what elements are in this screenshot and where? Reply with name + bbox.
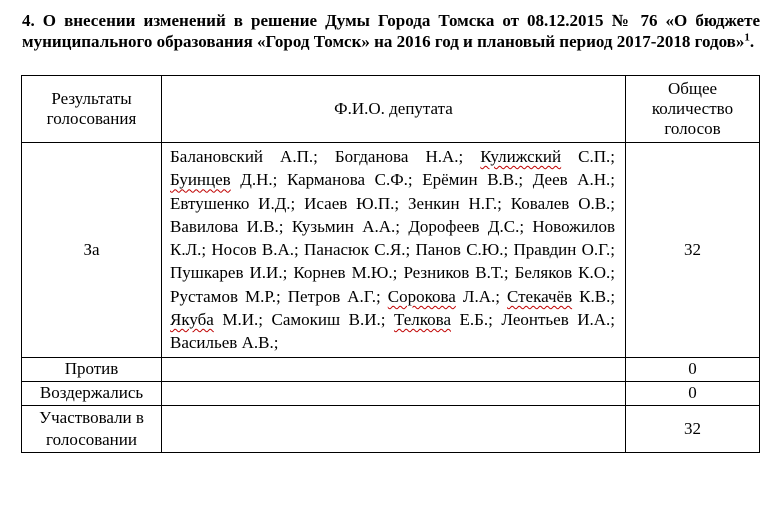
row-abstained-label: Воздержались bbox=[22, 381, 162, 405]
row-for-count: 32 bbox=[626, 143, 760, 358]
deputy-name: Деев А.Н.; bbox=[532, 170, 616, 190]
deputy-name: Самокиш В.И.; bbox=[271, 310, 386, 330]
header-total: Общее количество голосов bbox=[626, 76, 760, 143]
header-results: Результаты голосования bbox=[22, 76, 162, 143]
deputy-name: Дорофеев Д.С.; bbox=[408, 216, 525, 236]
deputy-name: Панасюк С.Я.; bbox=[304, 240, 411, 260]
deputy-name: Евтушенко И.Д.; bbox=[170, 193, 296, 213]
deputy-name: Резников В.Т.; bbox=[403, 263, 509, 283]
decision-heading bbox=[22, 10, 760, 52]
deputy-name: Леонтьев И.А.; bbox=[501, 310, 616, 330]
deputy-name: Петров А.Г.; bbox=[287, 286, 381, 306]
row-abstained bbox=[22, 381, 760, 405]
deputy-name: Балановский А.П.; bbox=[170, 147, 318, 166]
deputy-name: Кузьмин А.А.; bbox=[291, 216, 400, 236]
deputy-name: Носов В.А.; bbox=[211, 240, 299, 260]
deputy-name: Телкова Е.Б.; bbox=[393, 310, 493, 330]
heading-text: 4. О внесении изменений в решение Думы Города Томска от 08.12.2015 № 76 «О бюджете муниципального образования «Город Томск» на 2016 год и плановый период 2017-2018 годов» bbox=[22, 11, 760, 51]
deputy-name: Ковалев О.В.; bbox=[510, 193, 616, 213]
row-participated-deputies bbox=[162, 405, 626, 452]
deputy-list bbox=[170, 143, 615, 357]
row-for-deputies bbox=[162, 143, 626, 358]
deputy-name: Ерёмин В.В.; bbox=[422, 170, 524, 190]
table-header-row bbox=[22, 76, 760, 143]
deputy-name: Вавилова И.В.; bbox=[170, 216, 284, 236]
deputy-name: Новожилов К.Л.; bbox=[170, 216, 616, 260]
deputy-name: Исаев Ю.П.; bbox=[304, 193, 400, 213]
row-abstained-count: 0 bbox=[626, 381, 760, 405]
deputy-name: Буинцев Д.Н.; bbox=[170, 170, 278, 190]
row-for-label: За bbox=[22, 143, 162, 358]
deputy-name: Якуба М.И.; bbox=[170, 310, 263, 330]
row-participated bbox=[22, 405, 760, 452]
row-against-label: Против bbox=[22, 357, 162, 381]
row-abstained-deputies bbox=[162, 381, 626, 405]
deputy-name: Зенкин Н.Г.; bbox=[408, 193, 502, 213]
row-against-deputies bbox=[162, 357, 626, 381]
deputy-name: Васильев А.В.; bbox=[170, 333, 279, 353]
deputy-name: Кулижский С.П.; bbox=[480, 147, 616, 166]
footnote-mark: 1 bbox=[744, 31, 750, 44]
heading-end-punct: . bbox=[749, 32, 755, 51]
deputy-name: Карманова С.Ф.; bbox=[287, 170, 413, 190]
deputy-name: Богданова Н.А.; bbox=[334, 147, 464, 166]
deputy-name: Рустамов М.Р.; bbox=[170, 286, 281, 306]
row-against bbox=[22, 357, 760, 381]
row-participated-count: 32 bbox=[626, 405, 760, 452]
voting-results-table bbox=[21, 75, 760, 453]
row-for bbox=[22, 143, 760, 358]
deputy-name: Беляков К.О.; bbox=[514, 263, 616, 283]
deputy-name: Пушкарев И.И.; bbox=[170, 263, 288, 283]
deputy-name: Панов С.Ю.; bbox=[415, 240, 509, 260]
header-deputy-name: Ф.И.О. депутата bbox=[162, 76, 626, 143]
row-against-count: 0 bbox=[626, 357, 760, 381]
row-participated-label: Участвовали в голосовании bbox=[22, 405, 162, 452]
deputy-name: Сорокова Л.А.; bbox=[387, 286, 500, 306]
deputy-name: Корнев М.Ю.; bbox=[293, 263, 398, 283]
deputy-name: Стекачёв К.В.; bbox=[507, 286, 616, 306]
deputy-name: Правдин О.Г.; bbox=[513, 240, 615, 260]
